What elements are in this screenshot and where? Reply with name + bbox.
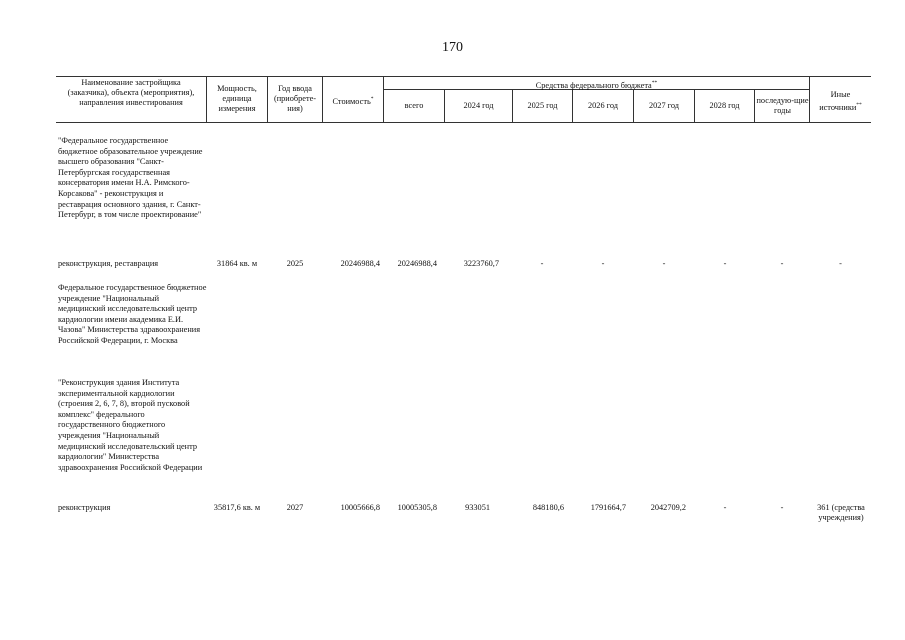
header-other-sources: Иные источники**: [819, 90, 862, 112]
row-capacity: 35817,6 кв. м: [213, 503, 261, 512]
organization-description: Федеральное государственное бюджетное учреждение "Национальный медицинский исследовательский центр кардиологии имени академика Е.И. Чазова" Министерства здравоохранения Российской Федерации, г. Москва: [58, 283, 207, 345]
row-2028: -: [723, 503, 727, 512]
row-2027: 2042709,2: [650, 503, 686, 512]
header-2025: 2025 год: [527, 101, 558, 110]
header-divider: [754, 89, 755, 122]
row-2025: -: [540, 259, 544, 268]
header-cost: Стоимость*: [332, 96, 374, 106]
row-total: 20246988,4: [397, 259, 437, 268]
row-2028: -: [723, 259, 727, 268]
row-year: 2027: [286, 503, 304, 512]
row-year: 2025: [286, 259, 304, 268]
table-top-border: [56, 76, 871, 77]
header-total: всего: [404, 101, 424, 110]
row-direction: реконструкция, реставрация: [58, 259, 159, 268]
header-divider: [206, 76, 207, 122]
row-later: -: [780, 503, 784, 512]
header-name: Наименование застройщика (заказчика), объекта (мероприятия), направления инвестирования: [67, 78, 195, 107]
object-description: "Федеральное государственное бюджетное образовательное учреждение высшего образования "Санкт-Петербургская государственная консерватория имени Н.А. Римского-Корсакова" - реконструкция и реставрация основного здания, г. Санкт-Петербург, в том числе проектирование": [58, 136, 203, 220]
table-header-bottom-border: [56, 122, 871, 123]
row-2026: 1791664,7: [590, 503, 626, 512]
row-total: 10005305,8: [397, 503, 437, 512]
row-2024: 933051: [465, 503, 490, 512]
header-2026: 2026 год: [588, 101, 618, 110]
row-direction: реконструкция: [58, 503, 111, 512]
row-2027: -: [662, 259, 666, 268]
row-cost: 10005666,8: [340, 503, 380, 512]
header-2024: 2024 год: [463, 101, 494, 110]
header-later-years: последую-щие годы: [756, 96, 809, 115]
object-description: "Реконструкция здания Института экспериментальной кардиологии (строения 2, 6, 7, 8), второй пусковой комплекс" федерального государственного бюджетного учреждения "Национальный медицинский исследовательский центр кардиологии" Министерства здравоохранения Российской Федерации: [58, 378, 203, 472]
header-capacity: Мощность, единица измерения: [217, 84, 257, 113]
row-2026: -: [601, 259, 605, 268]
header-federal-group: Средства федерального бюджета**: [535, 80, 658, 90]
row-2025: 848180,6: [532, 503, 564, 512]
row-other: -: [839, 259, 842, 268]
header-year: Год ввода (приобрете-ния): [273, 84, 317, 113]
row-cost: 20246988,4: [340, 259, 380, 268]
row-later: -: [780, 259, 784, 268]
row-2024: 3223760,7: [463, 259, 499, 268]
header-2027: 2027 год: [649, 101, 679, 110]
row-capacity: 31864 кв. м: [216, 259, 258, 268]
header-2028: 2028 год: [709, 101, 740, 110]
row-other: 361 (средства учреждения): [817, 503, 865, 522]
page-number: 170: [442, 40, 463, 55]
